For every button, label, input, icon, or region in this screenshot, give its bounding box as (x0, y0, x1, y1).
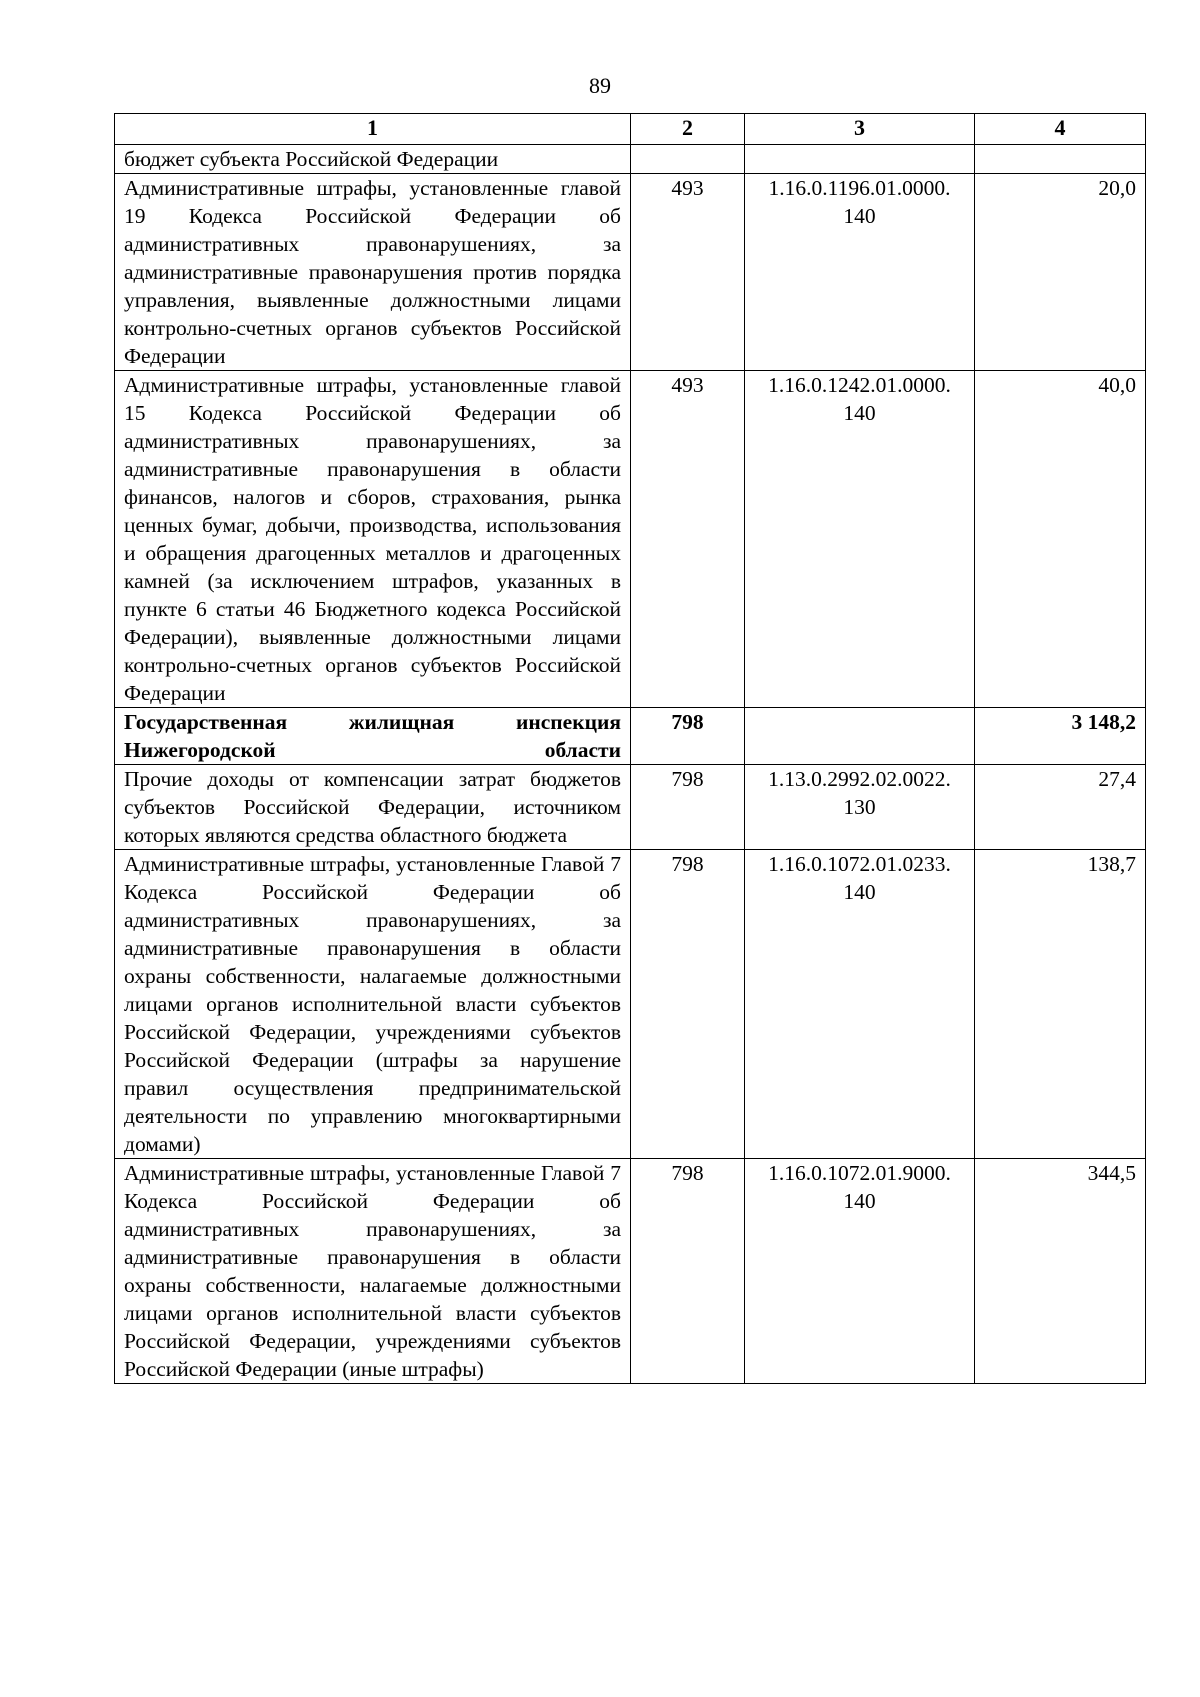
table-row (115, 145, 1146, 174)
table-row (115, 1159, 1146, 1384)
page-number: 89 (589, 73, 611, 98)
column-header-2: 2 (631, 114, 745, 145)
row-budget-code: 1.16.0.1072.01.9000. 140 (745, 1159, 975, 1384)
row-amount (975, 145, 1146, 174)
row-budget-code: 1.16.0.1196.01.0000. 140 (745, 174, 975, 371)
table-row (115, 765, 1146, 850)
row-admin-code (631, 145, 745, 174)
column-header-4: 4 (975, 114, 1146, 145)
row-description: Административные штрафы, установленные Главой 7 Кодекса Российской Федерации об административных правонарушениях, за административные правонарушения в области охраны собственности, налагаемые должностными лицами органов исполнительной власти субъектов Российской Федерации, учреждениями субъектов Российской Федерации (иные штрафы) (115, 1159, 631, 1384)
row-description: Государственная жилищная инспекция Нижегородской области (115, 708, 631, 765)
row-admin-code: 798 (631, 1159, 745, 1384)
column-header-3: 3 (745, 114, 975, 145)
row-admin-code: 493 (631, 371, 745, 708)
row-budget-code: 1.13.0.2992.02.0022. 130 (745, 765, 975, 850)
row-amount: 20,0 (975, 174, 1146, 371)
row-description: Административные штрафы, установленные Главой 7 Кодекса Российской Федерации об административных правонарушениях, за административные правонарушения в области охраны собственности, налагаемые должностными лицами органов исполнительной власти субъектов Российской Федерации, учреждениями субъектов Российской Федерации (штрафы за нарушение правил осуществления предпринимательской деятельности по управлению многоквартирными домами) (115, 850, 631, 1159)
table-row (115, 850, 1146, 1159)
row-amount: 3 148,2 (975, 708, 1146, 765)
row-budget-code: 1.16.0.1242.01.0000. 140 (745, 371, 975, 708)
row-budget-code (745, 708, 975, 765)
row-amount: 40,0 (975, 371, 1146, 708)
table-row (115, 174, 1146, 371)
row-amount: 138,7 (975, 850, 1146, 1159)
row-description: бюджет субъекта Российской Федерации (115, 145, 631, 174)
table-row (115, 371, 1146, 708)
row-budget-code (745, 145, 975, 174)
table-row-section-heading (115, 708, 1146, 765)
row-amount: 27,4 (975, 765, 1146, 850)
row-admin-code: 493 (631, 174, 745, 371)
row-admin-code: 798 (631, 708, 745, 765)
row-description: Административные штрафы, установленные главой 19 Кодекса Российской Федерации об административных правонарушениях, за административные правонарушения против порядка управления, выявленные должностными лицами контрольно-счетных органов субъектов Российской Федерации (115, 174, 631, 371)
row-description: Прочие доходы от компенсации затрат бюджетов субъектов Российской Федерации, источником которых являются средства областного бюджета (115, 765, 631, 850)
revenue-table (114, 113, 1146, 1384)
row-admin-code: 798 (631, 765, 745, 850)
row-budget-code: 1.16.0.1072.01.0233. 140 (745, 850, 975, 1159)
row-admin-code: 798 (631, 850, 745, 1159)
row-description: Административные штрафы, установленные главой 15 Кодекса Российской Федерации об административных правонарушениях, за административные правонарушения в области финансов, налогов и сборов, страхования, рынка ценных бумаг, добычи, производства, использования и обращения драгоценных металлов и драгоценных камней (за исключением штрафов, указанных в пункте 6 статьи 46 Бюджетного кодекса Российской Федерации), выявленные должностными лицами контрольно-счетных органов субъектов Российской Федерации (115, 371, 631, 708)
table-header-row (115, 114, 1146, 145)
row-amount: 344,5 (975, 1159, 1146, 1384)
column-header-1: 1 (115, 114, 631, 145)
